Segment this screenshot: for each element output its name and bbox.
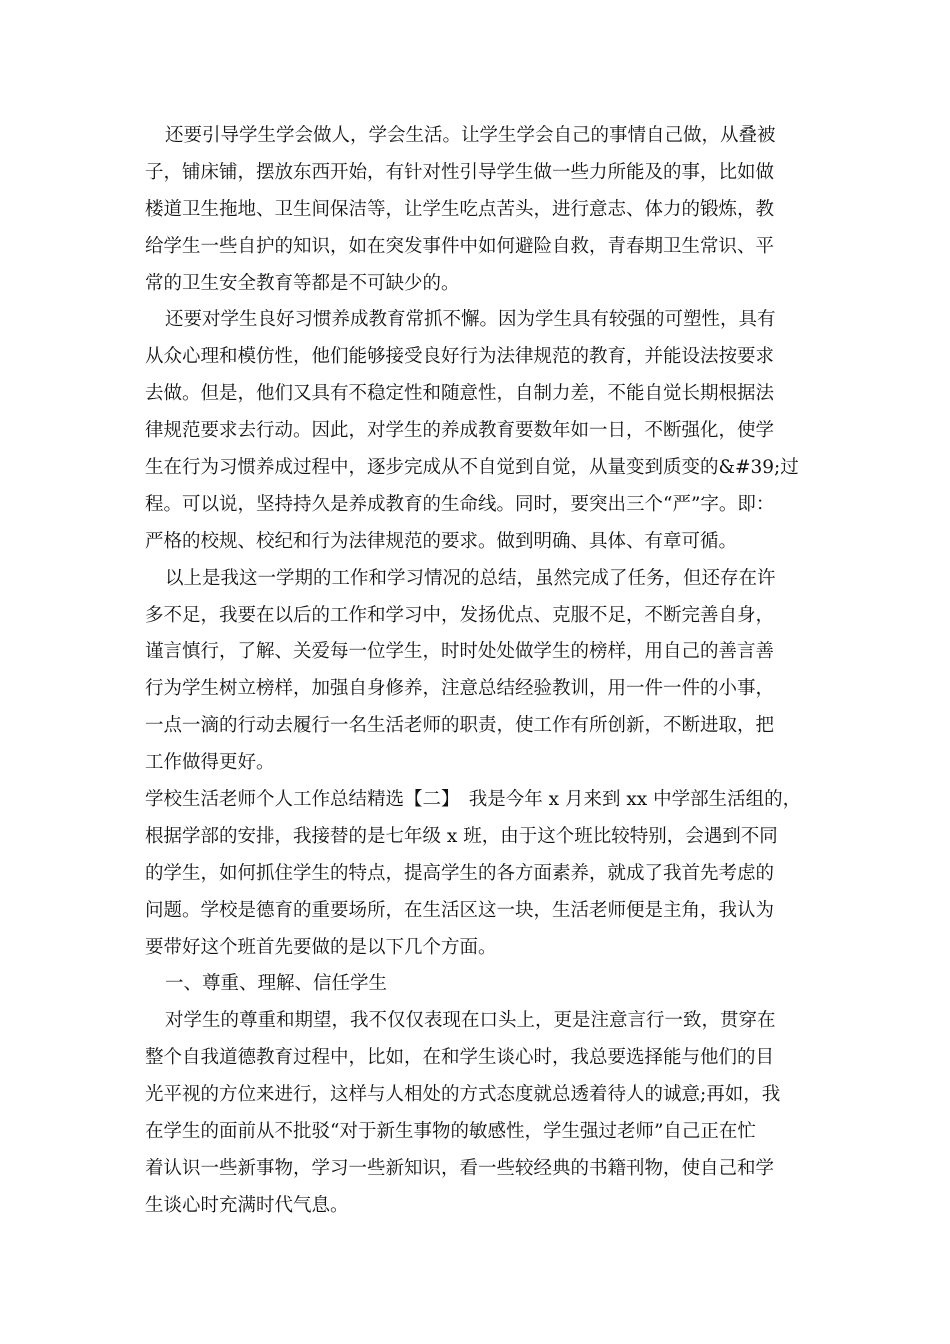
text-line: 程。可以说，坚持持久是养成教育的生命线。同时，要突出三个“严”字。即：	[145, 493, 775, 515]
text-line: 在学生的面前从不批驳“对于新生事物的敏感性，学生强过老师”自己正在忙	[145, 1121, 756, 1143]
section-heading-line: 学校生活老师个人工作总结精选【二】 我是今年 x 月来到 xx 中学部生活组的，	[145, 789, 802, 811]
text-line: 律规范要求去行动。因此，对学生的养成教育要数年如一日，不断强化，使学	[145, 420, 775, 442]
text-line: 给学生一些自护的知识，如在突发事件中如何避险自救，青春期卫生常识、平	[145, 235, 775, 257]
text-line: 以上是我这一学期的工作和学习情况的总结，虽然完成了任务，但还存在许	[165, 567, 776, 589]
text-line: 多不足，我要在以后的工作和学习中，发扬优点、克服不足，不断完善自身，	[145, 604, 775, 626]
text-line: 谨言慎行，了解、关爱每一位学生，时时处处做学生的榜样，用自己的善言善	[145, 641, 775, 663]
text-line: 要带好这个班首先要做的是以下几个方面。	[145, 936, 497, 958]
text-line: 对学生的尊重和期望，我不仅仅表现在口头上，更是注意言行一致，贯穿在	[165, 1010, 776, 1032]
document-body	[145, 118, 810, 1225]
text-line: 一点一滴的行动去履行一名生活老师的职责，使工作有所创新，不断进取，把	[145, 715, 775, 737]
text-line: 生谈心时充满时代气息。	[145, 1194, 349, 1216]
text-line: 工作做得更好。	[145, 752, 275, 774]
text-line: 从众心理和模仿性，他们能够接受良好行为法律规范的教育，并能设法按要求	[145, 346, 775, 368]
text-line: 问题。学校是德育的重要场所，在生活区这一块，生活老师便是主角，我认为	[145, 899, 775, 921]
text-line: 还要引导学生学会做人，学会生活。让学生学会自己的事情自己做，从叠被	[165, 125, 776, 146]
text-line: 的学生，如何抓住学生的特点，提高学生的各方面素养，就成了我首先考虑的	[145, 862, 775, 884]
text-line: 严格的校规、校纪和行为法律规范的要求。做到明确、具体、有章可循。	[145, 530, 738, 552]
text-line: 子，铺床铺，摆放东西开始，有针对性引导学生做一些力所能及的事，比如做	[145, 161, 775, 183]
text-line: 整个自我道德教育过程中，比如，在和学生谈心时，我总要选择能与他们的目	[145, 1047, 775, 1069]
text-line: 光平视的方位来进行，这样与人相处的方式态度就总透着待人的诚意;再如，我	[145, 1084, 781, 1106]
text-line: 根据学部的安排，我接替的是七年级 x 班，由于这个班比较特别，会遇到不同	[145, 825, 778, 847]
text-line: 还要对学生良好习惯养成教育常抓不懈。因为学生具有较强的可塑性，具有	[165, 309, 776, 331]
text-line: 行为学生树立榜样，加强自身修养，注意总结经验教训，用一件一件的小事，	[145, 678, 775, 700]
text-line: 去做。但是，他们又具有不稳定性和随意性，自制力差，不能自觉长期根据法	[145, 383, 775, 405]
text-line: 常的卫生安全教育等都是不可缺少的。	[145, 272, 460, 294]
subheading-line: 一、尊重、理解、信任学生	[165, 973, 388, 995]
text-line: 着认识一些新事物，学习一些新知识，看一些较经典的书籍刊物，使自己和学	[145, 1157, 775, 1179]
text-line: 生在行为习惯养成过程中，逐步完成从不自觉到自觉，从量变到质变的&#39;过	[145, 457, 799, 479]
text-line: 楼道卫生拖地、卫生间保洁等，让学生吃点苦头，进行意志、体力的锻炼，教	[145, 198, 775, 220]
